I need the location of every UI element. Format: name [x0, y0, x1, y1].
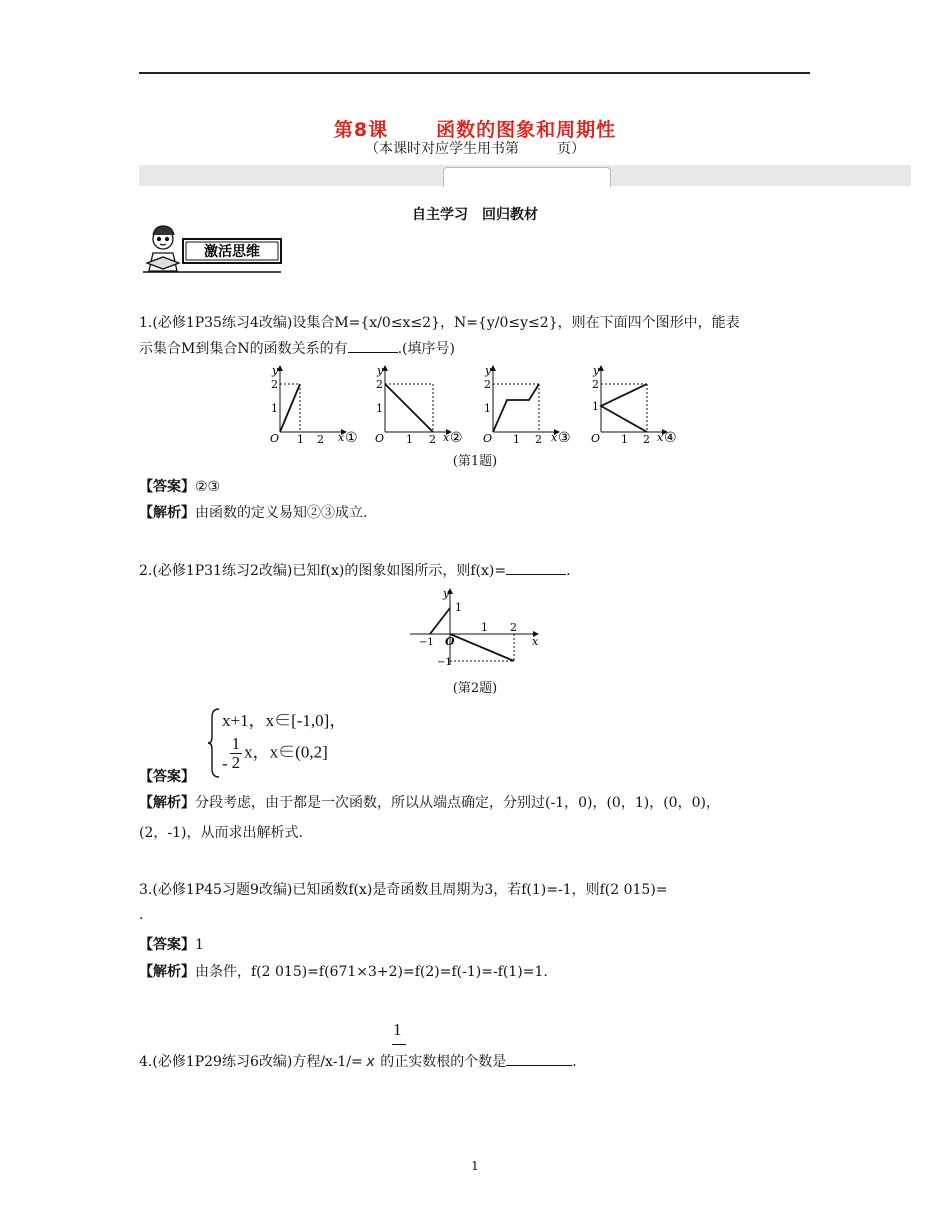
- graph-label-1: ①: [345, 430, 358, 444]
- q2-line1-end: .: [566, 563, 571, 579]
- q4-line1: [139, 1052, 577, 1072]
- analysis-text: 分段考虑，由于都是一次函数，所以从端点确定，分别过(-1，0)，(0，1)，(0，0)，: [195, 795, 720, 811]
- x-axis-label: x: [551, 431, 558, 444]
- answer-tag: 【答案】: [139, 937, 195, 953]
- q2-line1: [139, 561, 571, 581]
- tick-label: 1: [455, 601, 462, 614]
- q1-answer: [139, 477, 220, 497]
- reader-figure-icon: [147, 226, 179, 271]
- subtitle: [0, 138, 950, 158]
- x-axis-label: x: [532, 635, 539, 648]
- q4-line1-mid: 的正实数根的个数是: [380, 1054, 507, 1070]
- graph-label-4: ④: [664, 430, 677, 444]
- activate-thinking-logo: [141, 225, 286, 279]
- origin-label: O: [483, 432, 493, 444]
- q4-frac-num: 1: [393, 1020, 402, 1039]
- q2-caption: (第2题): [452, 681, 498, 696]
- answer-tag: 【答案】: [139, 479, 195, 495]
- analysis-tag: 【解析】: [139, 795, 195, 811]
- tick-label: 1: [621, 433, 628, 444]
- graph-label-3: ③: [558, 430, 571, 444]
- q2-analysis-1: [139, 793, 720, 813]
- q1-analysis: [139, 503, 367, 523]
- answer-text: 1: [195, 937, 204, 953]
- answer-tag: 【答案】: [139, 769, 195, 785]
- tick-label: 1: [271, 402, 278, 415]
- section-heading-1: 自主学习: [412, 207, 468, 223]
- q1-blank: [348, 339, 398, 353]
- graph-3: [483, 364, 571, 444]
- origin-label: O: [591, 432, 601, 444]
- graph-label-2: ②: [450, 430, 463, 444]
- x-axis-label: x: [338, 431, 345, 444]
- origin-label: O: [445, 635, 455, 648]
- tick-label: 2: [535, 433, 542, 444]
- y-axis-label: y: [377, 364, 384, 377]
- subtitle-left: （本课时对应学生用书第: [365, 141, 519, 157]
- q4-line1-text: 4.(必修1P29练习6改编)方程/x-1/=: [139, 1054, 363, 1070]
- tick-label: 2: [592, 378, 599, 391]
- logo-label: 激活思维: [204, 244, 260, 260]
- q1-caption: (第1题): [452, 454, 498, 469]
- y-axis-label: y: [272, 364, 279, 377]
- y-axis-label: y: [485, 364, 492, 377]
- graph-1: [270, 364, 358, 444]
- q4-line1-end: .: [572, 1054, 577, 1070]
- tick-label: 2: [510, 621, 517, 634]
- answer-text: ②③: [195, 479, 221, 495]
- origin-label: O: [375, 432, 385, 444]
- tick-label: 2: [271, 378, 278, 391]
- q2-answer: [139, 705, 399, 785]
- left-brace-icon: [207, 707, 221, 779]
- section-heading-2: 回归教材: [482, 207, 538, 223]
- tick-label: 2: [484, 378, 491, 391]
- piece-2-sign: -: [222, 754, 228, 774]
- top-rule: [139, 72, 810, 74]
- fraction: [230, 735, 243, 772]
- tick-label: −1: [419, 637, 434, 648]
- tick-label: 1: [484, 402, 491, 415]
- q1-line1: 1.(必修1P35练习4改编)设集合M={x/0≤x≤2}，N={y/0≤y≤2}，则在下面四个图形中，能表: [139, 315, 740, 331]
- lesson-name: 函数的图象和周期性: [436, 119, 617, 141]
- piece-2-rest: x，x∈(0,2]: [244, 742, 328, 762]
- fraction-den: 2: [231, 753, 241, 772]
- q4-frac-bar: [392, 1044, 406, 1045]
- q1-line2: [139, 339, 455, 359]
- q2-graph: [405, 585, 545, 670]
- analysis-tag: 【解析】: [139, 505, 195, 521]
- q3-answer: [139, 935, 204, 955]
- analysis-tag: 【解析】: [139, 964, 195, 980]
- tick-label: 2: [429, 433, 436, 444]
- q2-blank: [506, 561, 566, 575]
- q4-frac-den: x: [366, 1053, 375, 1070]
- y-axis-label: y: [443, 587, 450, 600]
- piece-2: [222, 735, 328, 772]
- q4-blank: [506, 1052, 572, 1066]
- tick-label: −1: [437, 657, 452, 668]
- q1-line2-text: 示集合M到集合N的函数关系的有: [139, 341, 348, 357]
- graph-4: [591, 364, 677, 444]
- x-axis-label: x: [657, 431, 664, 444]
- tick-label: 1: [376, 402, 383, 415]
- page-number: 1: [471, 1159, 479, 1173]
- q3-line2: .: [139, 907, 144, 923]
- tick-label: 2: [317, 433, 324, 444]
- q2-line1-text: 2.(必修1P31练习2改编)已知f(x)的图象如图所示，则f(x)=: [139, 563, 507, 579]
- tick-label: 1: [481, 621, 488, 634]
- q3-line1: 3.(必修1P45习题9改编)已知函数f(x)是奇函数且周期为3，若f(1)=-1，则f(2 015)=: [139, 882, 668, 898]
- piece-1: x+1，x∈[-1,0]，: [222, 711, 347, 730]
- origin-label: O: [270, 432, 280, 444]
- tick-label: 2: [376, 378, 383, 391]
- q1-line2-end: .(填序号): [397, 341, 455, 357]
- tick-label: 1: [297, 433, 304, 444]
- analysis-text: 由函数的定义易知②③成立.: [195, 505, 368, 521]
- graph-2: [375, 364, 463, 444]
- tick-label: 2: [643, 433, 650, 444]
- section-tab: [443, 167, 611, 187]
- fraction-num: 1: [231, 734, 241, 753]
- section-heading: [0, 204, 950, 224]
- y-axis-label: y: [593, 364, 600, 377]
- q3-analysis: [139, 962, 548, 982]
- analysis-text: 由条件，f(2 015)=f(671×3+2)=f(2)=f(-1)=-f(1)=1.: [195, 964, 548, 980]
- q1-graphs: [260, 362, 700, 444]
- x-axis-label: x: [443, 431, 450, 444]
- q2-analysis-2: (2，-1)，从而求出解析式.: [139, 825, 303, 841]
- lesson-number: 第8课: [333, 119, 389, 141]
- tick-label: 1: [406, 433, 413, 444]
- tick-label: 1: [513, 433, 520, 444]
- tick-label: 1: [592, 400, 599, 413]
- subtitle-right: 页）: [557, 141, 585, 157]
